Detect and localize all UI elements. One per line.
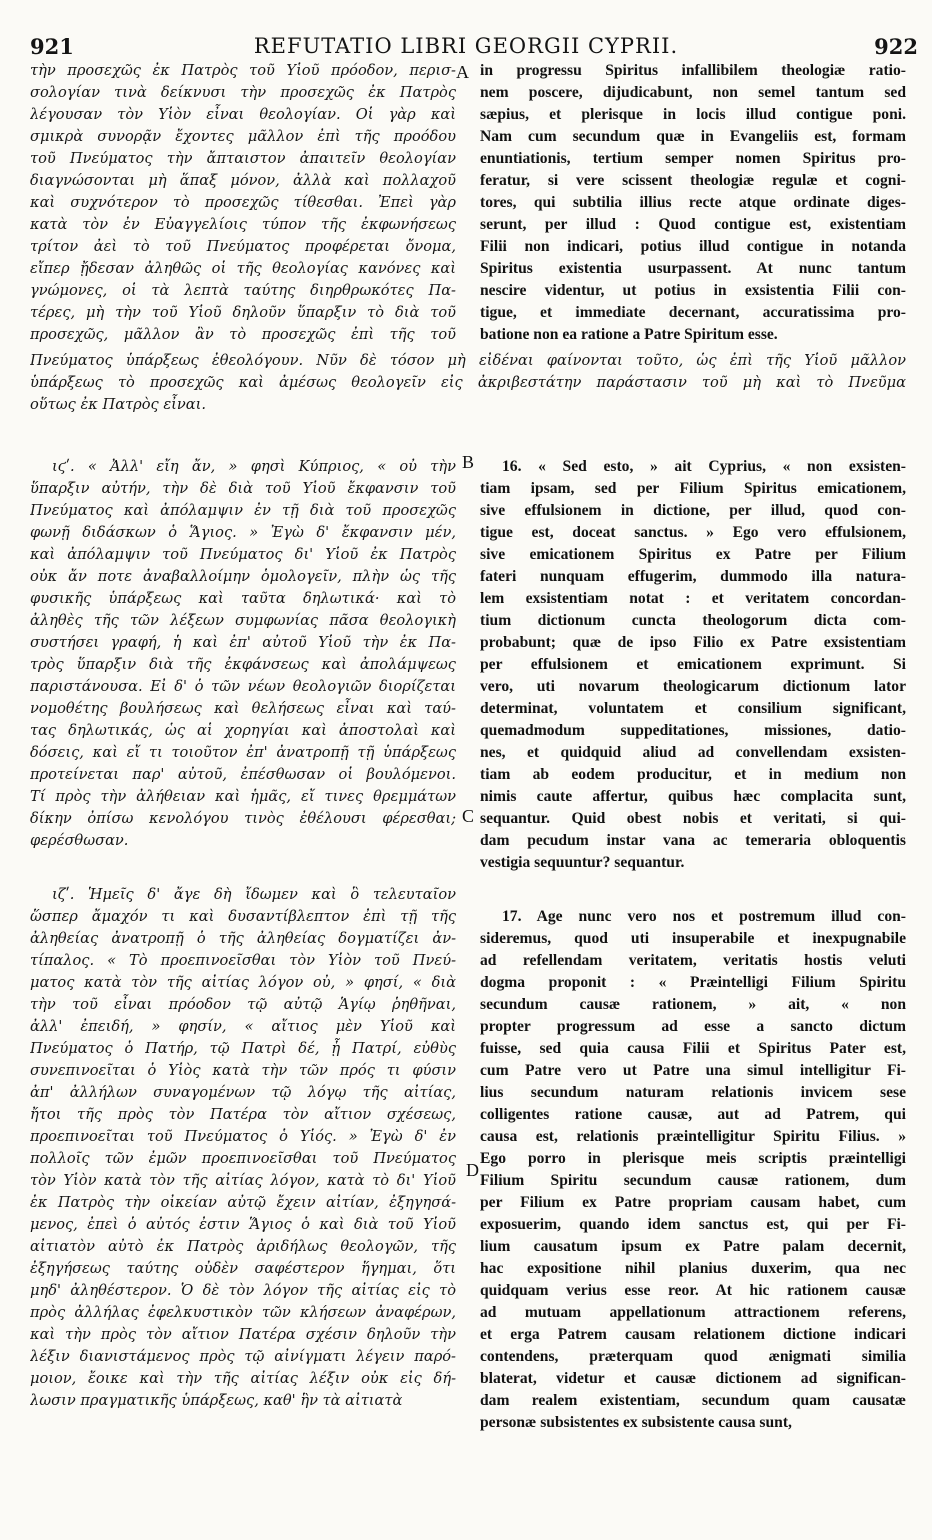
text-line: ἀληθὲς τῆς τῶν λέξεων συμφωνίας πᾶσα θεολογικὴ [30,612,456,629]
text-line: τοῦ Πνεύματος τὴν ἄπταιστον ἀπαιτεῖν θεολογίαν [30,150,456,167]
text-line: σολογίαν τινὰ δείκνυσι τὴν προσεχῶς ἐκ Πατρὸς [30,84,456,101]
text-line: sive effulsionem in dictione, per illud, quod con- [480,502,906,519]
text-line: quidquam verius esse reor. At hic rationem causæ [480,1282,906,1299]
text-line: serunt, per illud : Quod contigue est, existentiam [480,216,906,233]
text-line: Πνεύματος ὁ Πατήρ, τῷ Πατρὶ δέ, ᾗ Πατρί, εὐθὺς [30,1040,456,1057]
text-line: lius secundum naturam relationis invicem sese [480,1084,906,1101]
text-line: exposuerim, quando idem sanctus est, qui per Fi- [480,1216,906,1233]
text-line: τέρες, μὴ τὴν τοῦ Υἱοῦ δηλοῦν ὕπαρξιν τὸ διὰ τοῦ [30,304,456,321]
text-line: Filii non indicari, potius illud contigue in notanda [480,238,906,255]
text-line: κατὰ τὸν ἐν Εὐαγγελίοις τύπον τῆς ἐκφωνήσεως [30,216,456,233]
text-line: ματος κατὰ τὸν τῆς αἰτίας λόγον οὐ, » φησί, « διὰ [30,974,456,991]
text-line: προσεχῶς, μᾶλλον ἂν τὸ προσεχῶς ἐπὶ τῆς τοῦ [30,326,456,343]
text-line: batione non ea ratione a Patre Spiritum esse. [480,326,778,343]
text-line: συστήσει γραφή, ἡ καὶ ἐπ' αὐτοῦ Υἱοῦ τὴν ἐκ Πα- [30,634,456,651]
text-line: ad refellendam veritatem, veritatis hostis veluti [480,952,906,969]
text-line: blaterat, videtur et causæ dictionem ad significan- [480,1370,906,1387]
text-line: tores, qui subtilia illius recte atque ordinate diges- [480,194,906,211]
text-line: tigue est, doceat sanctus. » Ego vero effulsionem, [480,524,906,541]
text-line: lem exsistentiam notat : et veritatem concordan- [480,590,906,607]
text-line: σμικρὰ συνορᾷν ἔχοντες μᾶλλον ἐπὶ τῆς προόδου [30,128,456,145]
text-line: ὕπαρξιν αὐτήν, τὴν δὲ διὰ τοῦ Υἱοῦ ἔκφανσιν τοῦ [30,480,456,497]
text-line: ὑπάρξεως τὸ προσεχῶς καὶ ἀμέσως θεολογεῖν εἰς ἀκριβεστάτην παράστασιν τοῦ μὴ καὶ τὸ Πνεῦμα [30,374,906,391]
text-line: φυσικῆς ὑπάρξεως καὶ ταῦτα δηλωτικά· καὶ τὸ [30,590,456,607]
text-line: feratur, si vere scissent theologiæ regulæ et cogni- [480,172,906,189]
text-line: γνώμονες, οἱ τὰ λεπτὰ ταύτης διηρθρωκότες Πα- [30,282,456,299]
text-line: ἐκ Πατρὸς τὴν οἰκείαν αὐτῷ ἔχειν αἰτίαν, ἐξηγησά- [30,1194,456,1211]
text-line: Πνεύματος ὑπάρξεως ἐθεολόγουν. Νῦν δὲ τόσον μὴ εἰδέναι φαίνονται τοῦτο, ὡς ἐπὶ τῆς Υἱοῦ μᾶλλον [30,352,906,369]
text-line: contendens, præterquam quod ænigmati similia [480,1348,906,1365]
text-line: cum Patre vero ut Patre una simul intelligitur Fi- [480,1062,906,1079]
text-line: καὶ ἀπόλαμψιν τοῦ Πνεύματος δι' Υἱοῦ ἐκ Πατρὸς [30,546,456,563]
text-line: τας δηλωτικάς, ὡς αἱ χορηγίαι καὶ ἀποστολαὶ καὶ [30,722,456,739]
text-line: sæpius, et plerisque in locis illud contigue poni. [480,106,906,123]
greek-full-width-block [30,350,906,416]
text-line: ἤτοι τῆς πρὸς τὸν Πατέρα τὸν αἴτιον σχέσεως, [30,1106,456,1123]
text-line: Τί πρὸς τὴν ἀλήθειαν καὶ ἡμᾶς, εἴ τινες θρεμμάτων [30,788,456,805]
text-line: enuntiationis, tertium semper nomen Spiritus pro- [480,150,906,167]
text-line: fateri nunquam effugerim, dummodo illa natura- [480,568,906,585]
text-line: ιϛʹ. « Ἀλλ' εἴη ἄν, » φησὶ Κύπριος, « οὐ τὴν [52,458,456,475]
text-line: nimis caute affertur, quibus hæc complacita sunt, [480,788,906,805]
text-line: μηδ' ἀληθέστερον. Ὁ δὲ τὸν λόγον τῆς αἰτίας εἰς τὸ [30,1282,456,1299]
text-line: tiam ipsam, sed per Filium Spiritus emicationem, [480,480,906,497]
text-line: 16. « Sed esto, » ait Cyprius, « non exsisten- [502,458,906,475]
text-line: dogma proponit : « Præintelligi Filium Spiritu [480,974,906,991]
text-line: hac expositione nihil planius duxerim, qua nec [480,1260,906,1277]
text-line: causa est, relationis præintelligitur Spiritu Filius. » [480,1128,906,1145]
text-line: λωσιν πραγματικῆς ὑπάρξεως, καθ' ἣν τὰ αἰτιατὰ [30,1392,403,1409]
text-line: φερέσθωσαν. [30,832,129,849]
text-line: tium dictionum cuncta theologorum dicta com- [480,612,906,629]
text-line: lium causatum ipsum ex Patre palam decernit, [480,1238,906,1255]
text-line: ιζʹ. Ἡμεῖς δ' ἄγε δὴ ἴδωμεν καὶ ὃ τελευταῖον [52,886,456,903]
text-line: 17. Age nunc vero nos et postremum illud con- [502,908,906,925]
text-line: πρὸς ἀλλήλας ἐφελκυστικὸν τῶν κλήσεων ἀναφέρων, [30,1304,456,1321]
text-line: δίκην ὀπίσω κενολόγου τινὸς ἐθέλουσι φέρεσθαι; [30,810,456,827]
text-line: propter progressum ad esse a sancto dictum [480,1018,906,1035]
latin-column-section-17 [480,906,906,1434]
text-line: vero, uti novarum theologicarum dictionum lator [480,678,906,695]
text-line: πολλοῖς τῶν ἐμῶν προεπινοεῖσθαι τοῦ Πνεύματος [30,1150,456,1167]
text-line: οὕτως ἐκ Πατρὸς εἶναι. [30,396,206,413]
text-line: sive emicationem Spiritus ex Patre per Filium [480,546,906,563]
running-title: REFUTATIO LIBRI GEORGII CYPRII. [253,34,679,58]
text-line: nem poscere, dijudicabunt, non semel tantum sed [480,84,906,101]
text-line: Filium Spiritu secundum causæ rationem, dum [480,1172,906,1189]
text-line: προτείνεται παρ' αὐτοῦ, ἐπέσθωσαν οἱ βουλόμενοι. [30,766,456,783]
text-line: ἀπ' ἀλλήλων συναγομένων τῷ λόγῳ τῆς αἰτίας, [30,1084,456,1101]
text-line: φωνῇ διδάσκων ὁ Ἅγιος. » Ἐγὼ δ' ἔκφανσιν μέν, [30,524,456,541]
text-line: per Filium ex Patre propriam causam habet, cum [480,1194,906,1211]
text-line: dam pecudum instar vana ac temeraria obloquentis [480,832,906,849]
greek-column-section-16 [30,456,456,852]
margin-marker-c: C [462,806,475,826]
text-line: ἐξηγήσεως ταύτης οὐδὲν σαφέστερον ἥγημαι, ὅτι [30,1260,456,1277]
text-line: μενος, ἐπεὶ ὁ αὐτός ἐστιν Ἅγιος ὁ καὶ διὰ τοῦ Υἱοῦ [30,1216,456,1233]
text-line: ὥσπερ ἄμαχόν τι καὶ δυσαντίβλεπτον ἐπὶ τῇ τῆς [30,908,456,925]
text-line: συνεπινοεῖται ὁ Υἱὸς κατὰ τὴν τῶν πρός τι φύσιν [30,1062,456,1079]
text-line: nes, et quidquid aliud ad convellendam exsisten- [480,744,906,761]
text-line: τρίτον ἀεὶ τὸ τοῦ Πνεύματος προφέρεται ὄνομα, [30,238,456,255]
text-line: ad mutuam appellationum attractionem referens, [480,1304,906,1321]
text-line: τὴν προσεχῶς ἐκ Πατρὸς τοῦ Υἱοῦ πρόοδον, περισ- [30,62,456,79]
text-line: τὸν Υἱὸν κατὰ τὸν τῆς αἰτίας λόγον, κατὰ τὸ δι' Υἱοῦ [30,1172,456,1189]
text-line: ἀλλ' ἐπειδή, » φησίν, « αἴτιος μὲν Υἱοῦ καὶ [30,1018,456,1035]
text-line: secundum causæ rationem, » ait, « non [480,996,906,1013]
margin-marker-d: D [466,1160,479,1180]
text-line: sideremus, quod uti insuperabile et inexpugnabile [480,930,906,947]
text-line: εἴπερ ᾔδεσαν ἀληθῶς οἱ τῆς θεολογίας κανόνες καὶ [30,260,456,277]
text-line: δόσεις, καὶ εἴ τι τοιοῦτον ἐπ' ἀνατροπῇ τῇ ὑπάρξεως [30,744,456,761]
latin-column-section-16 [480,456,906,874]
text-line: dam realem existentiam, secundum quam causatæ [480,1392,906,1409]
text-line: personæ subsistentes ex subsistente causa sunt, [480,1414,792,1431]
text-line: καὶ συχνότερον τὸ προσεχῶς τίθεσθαι. Ἐπεὶ γὰρ [30,194,456,211]
text-line: οὐκ ἄν ποτε ἀναβαλλοίμην ὁμολογεῖν, πλὴν ὡς τῆς [30,568,456,585]
text-line: tiam ab eodem producitur, et in medium non [480,766,906,783]
page-number-left: 921 [30,34,74,59]
text-line: fuisse, sed quia causa Filii et Spiritus Pater est, [480,1040,906,1057]
text-line: tigue, et immediate decernant, accuratissima pro- [480,304,906,321]
page-number-right: 922 [874,34,918,59]
text-line: per effulsionem et emicationem exprimunt. Si [480,656,906,673]
greek-column-top [30,60,456,346]
text-line: νομοθέτης βουλήσεως καὶ θελήσεως εἶναι καὶ ταύ- [30,700,456,717]
text-line: λέξιν διανιστάμενος πρὸς τῷ αἰνίγματι λέγειν παρό- [30,1348,456,1365]
text-line: Nam cum secundum quæ in Evangeliis est, formam [480,128,906,145]
text-line: probabunt; quæ de ipso Filio ex Patre exsistentiam [480,634,906,651]
text-line: quemadmodum suppeditationes, missiones, datio- [480,722,906,739]
text-line: παριστάνουσα. Εἰ δ' ὁ τῶν νέων θεολογιῶν διορίζεται [30,678,456,695]
text-line: Πνεύματος καὶ ἀπόλαμψιν ἐν τῇ διὰ τοῦ προσεχῶς [30,502,456,519]
text-line: Spiritus existentia usurpassent. At nunc tantum [480,260,906,277]
text-line: nescire videntur, ut potius in exsistentia Filii con- [480,282,906,299]
text-line: αἰτιατὸν αὐτὸ ἐκ Πατρὸς ἀριδήλως θεολογῶν, τῆς [30,1238,456,1255]
text-line: τρὸς ὕπαρξιν διὰ τῆς ἐκφάνσεως καὶ ἀπολάμψεως [30,656,456,673]
text-line: et erga Patrem causam relationem dictione indicari [480,1326,906,1343]
text-line: colligentes ratione causæ, aut ad Patrem, qui [480,1106,906,1123]
margin-marker-a: A [456,62,469,82]
text-line: vestigia sequuntur? sequantur. [480,854,685,871]
text-line: in progressu Spiritus infallibilem theologiæ ratio- [480,62,906,79]
text-line: προεπινοεῖται τοῦ Πνεύματος ὁ Υἱός. » Ἐγὼ δ' ἐν [30,1128,456,1145]
page-header [0,34,932,62]
text-line: τὴν τοῦ εἶναι πρόοδον τῷ αὐτῷ Ἁγίῳ ῥηθῆναι, [30,996,456,1013]
text-line: λέγουσαν τὸν Υἱὸν εἶναι θεολογίαν. Οἱ γὰρ καὶ [30,106,456,123]
text-line: determinat, voluntatem et consilium significant, [480,700,906,717]
margin-marker-b: B [462,452,475,472]
text-line: τίπαλος. « Τὸ προεπινοεῖσθαι τὸν Υἱὸν τοῦ Πνεύ- [30,952,456,969]
text-line: ἀληθείας ἀνατροπῇ ὁ τῆς ἀληθείας δογματίζει ἀν- [30,930,456,947]
text-line: sequantur. Quid obest nobis et veritati, si qui- [480,810,906,827]
text-line: Ego porro in plerisque meis scriptis præintelligi [480,1150,906,1167]
latin-column-top [480,60,906,346]
greek-column-section-17 [30,884,456,1412]
text-line: διαγνώσονται μὴ ἅπαξ μόνον, ἀλλὰ καὶ πολλαχοῦ [30,172,456,189]
text-line: καὶ τὴν πρὸς τὸν αἴτιον Πατέρα σχέσιν δηλοῦν τὴν [30,1326,456,1343]
text-line: μοιον, ἔοικε καὶ τὴν τῆς αἰτίας λέξιν οὐκ εἰς δή- [30,1370,456,1387]
